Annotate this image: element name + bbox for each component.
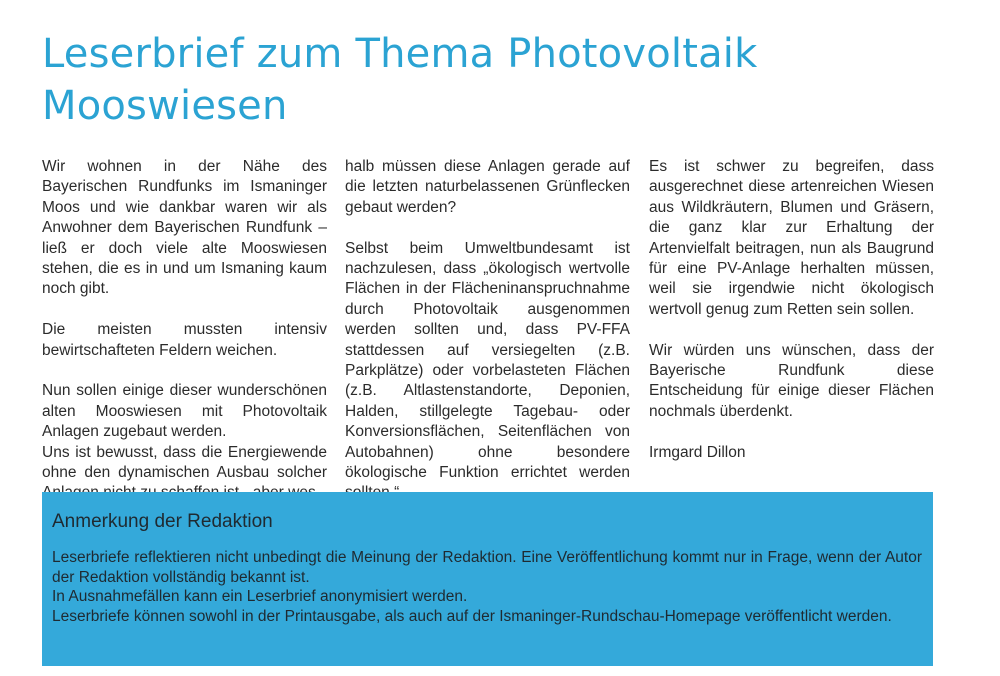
text-column-2: [345, 157, 630, 504]
text-column-1: [42, 157, 327, 504]
paragraph: Die meisten mussten intensiv bewirtschafteten Feldern weichen.: [42, 321, 327, 359]
editorial-note-line: Leserbriefe reflektieren nicht unbedingt die Meinung der Redaktion. Eine Veröffentlichung kommt nur in Frage, wenn der Autor der Redaktion vollständig bekannt ist.: [52, 549, 922, 586]
paragraph: halb müssen diese Anlagen gerade auf die letzten naturbelassenen Grünflecken gebaut werden?: [345, 158, 630, 216]
editorial-note-line: In Ausnahmefällen kann ein Leserbrief anonymisiert werden.: [52, 588, 468, 606]
paragraph: Selbst beim Umweltbundesamt ist nachzulesen, dass „ökologisch wertvolle Flächen in der Flächeninanspruchnahme durch Photovoltaik ausgenommen werden sollten und, dass PV-FFA stattdessen auf versiegelten (z.B. Parkplätze) oder vorbelasteten Flächen (z.B. Altlastenstandorte, Deponien, Halden, stillgelegte Tagebau- oder Konversionsflächen, Seitenflächen von Autobahnen) ohne besondere ökologische Funktion errichtet werden: [345, 239, 630, 482]
article-title: Leserbrief zum Thema Photovoltaik Mooswiesen: [42, 31, 758, 129]
paragraph: Uns ist bewusst, dass die Energiewende ohne den dynamischen Ausbau solcher: [42, 443, 327, 482]
author-signature: Irmgard Dillon: [649, 443, 746, 461]
paragraph: Nun sollen einige dieser wunderschönen alten Mooswiesen mit Photovoltaik Anlagen zugebaut werden.: [42, 382, 327, 441]
paragraph: Es ist schwer zu begreifen, dass ausgerechnet diese artenreichen Wiesen aus Wildkräutern, Blumen und Gräsern, die ganz klar zur Erhaltung der Artenvielfalt beitragen, nun als Baugrund für eine PV-Anlage herhalten müssen, weil sie irgendwie nicht ökologisch wertvoll genug zum Retten sein sollen.: [649, 158, 934, 318]
editorial-note-box: [42, 492, 933, 666]
editorial-note-line: Leserbriefe können sowohl in der Printausgabe, als auch auf der Ismaninger-Rundschau-Homepage veröffentlicht werden.: [52, 607, 892, 625]
text-column-3: [649, 157, 934, 463]
paragraph: Wir wohnen in der Nähe des Bayerischen Rundfunks im Ismaninger Moos und wie dankbar waren wir als Anwohner dem Bayerischen Rundfunk – ließ er doch viele alte Mooswiesen stehen, die es in und um Ismaning kaum noch gibt.: [42, 158, 327, 298]
editorial-note-heading: Anmerkung der Redaktion: [52, 511, 273, 532]
paragraph: Wir würden uns wünschen, dass der Bayerische Rundfunk diese Entscheidung für einige dieser Flächen nochmals überdenkt.: [649, 341, 934, 420]
